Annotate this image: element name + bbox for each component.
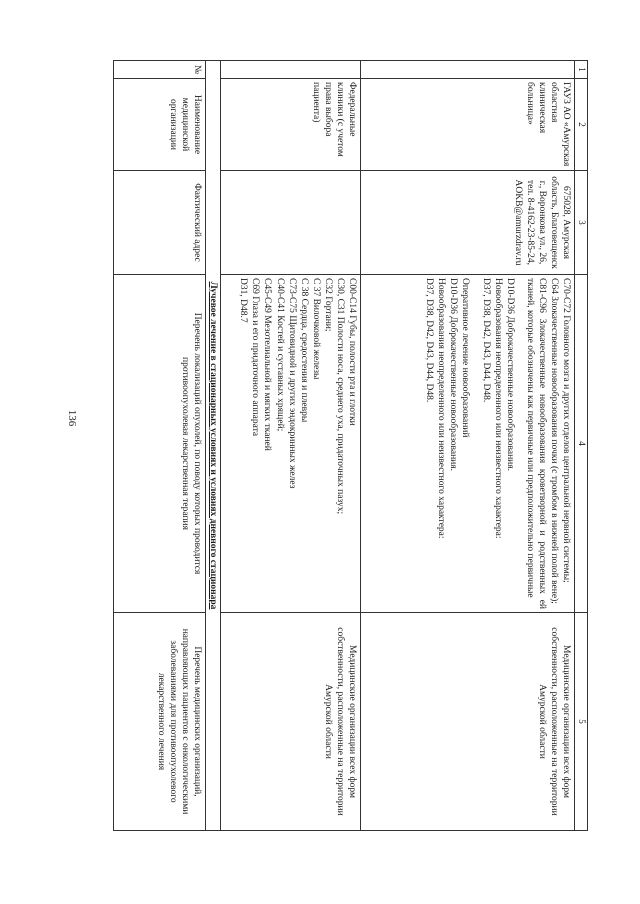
- tumor-codes-cell: [361, 275, 575, 613]
- org-name-cell: Федеральные клиники (с учетом права выбора пациента): [221, 79, 361, 171]
- page-number: 136: [66, 409, 78, 427]
- referring-orgs-cell: Медицинские организации всех форм собственности, расположенные на территории Амурской области: [361, 613, 575, 831]
- column-number: 2: [575, 79, 588, 171]
- referring-orgs-cell: Медицинские организации всех форм собственности, расположенные на территории Амурской области: [221, 613, 361, 831]
- section-title: Лучевое лечение в стационарных условиях и условиях дневного стационара: [206, 61, 221, 831]
- code-line: C 38 Сердца, средостения и плевры: [298, 278, 309, 423]
- column-number: 3: [575, 171, 588, 275]
- row-number-cell: [221, 61, 361, 79]
- code-line: C40-C41 Костей и суставных хрящей;: [274, 278, 285, 432]
- oncology-table: [113, 60, 588, 831]
- code-line: D37, D38, D42, D43, D44, D48.: [480, 278, 491, 403]
- table-row: [221, 61, 361, 831]
- column-number-row: [575, 61, 588, 831]
- code-line: D37, D38, D42, D43, D44, D48.: [423, 278, 434, 403]
- code-line: C73-C75 Щитовидной и других эндокринных желез: [286, 278, 297, 489]
- header-tumor-list: Перечень локализаций опухолей, по поводу которых проводится противоопухолевая лекарственная терапия: [114, 275, 206, 613]
- column-number: 1: [575, 61, 588, 79]
- column-number: 5: [575, 613, 588, 831]
- column-number: 4: [575, 275, 588, 613]
- header-address: Фактический адрес: [114, 171, 206, 275]
- org-name-cell: ГАУЗ АО «Амурская областная клиническая больница»: [361, 79, 575, 171]
- code-line: C45-C49 Мезотелиальной и мягких тканей: [262, 278, 273, 451]
- section-title-row: [206, 61, 221, 831]
- code-line: Новообразования неопределенного или неизвестного характера:: [492, 278, 503, 539]
- code-line: C 37 Вилочковой железы: [311, 278, 322, 380]
- header-referring-orgs: Перечень медицинских организаций, направляющих пациентов с онкологическими заболеваниями для противоопухолевого лекарственного лечения: [114, 613, 206, 831]
- code-line: C69 Глаза и его придаточного аппарата: [250, 278, 261, 437]
- code-line: C32 Гортани;: [323, 278, 334, 332]
- code-line: C30, C31 Полости носа, среднего уха, придаточных пазух;: [335, 278, 346, 515]
- code-line: C70-C72 Головного мозга и других отделов центральной нервной системы;: [561, 278, 572, 583]
- code-line: Новообразования неопределенного или неизвестного характера:: [436, 278, 447, 539]
- header-org-name: Наименование медицинской организации: [114, 79, 206, 171]
- code-line: C00-C14 Губы, полости рта и глотки: [347, 278, 358, 426]
- code-line: D10-D36 Доброкачественные новообразования.: [504, 278, 515, 472]
- header-row: [114, 61, 206, 831]
- table-row: [361, 61, 575, 831]
- code-line: Оперативное лечение новообразований: [460, 278, 471, 438]
- address-cell: [221, 171, 361, 275]
- code-line: D31, D48.7: [238, 278, 249, 323]
- rotated-table-page: [108, 60, 588, 830]
- code-line: C81-C96 Злокачественные новообразования кроветворной и родственных ей тканей, которые обозначены как первичные или предположительно первичные: [525, 278, 548, 609]
- code-line: C64 Злокачественные новообразования почки (с тромбом в нижней полой вене);: [549, 278, 560, 604]
- row-number-cell: [361, 61, 575, 79]
- address-cell: 675028, Амурская область, Благовещенск г., Воронкова ул., 26, тел. 8-4162-23-85-24, AOKB@amurzdrav.ru: [361, 171, 575, 275]
- header-number: №: [114, 61, 206, 79]
- code-line: D10-D36 Доброкачественные новообразования.: [448, 278, 459, 472]
- tumor-codes-cell: [221, 275, 361, 613]
